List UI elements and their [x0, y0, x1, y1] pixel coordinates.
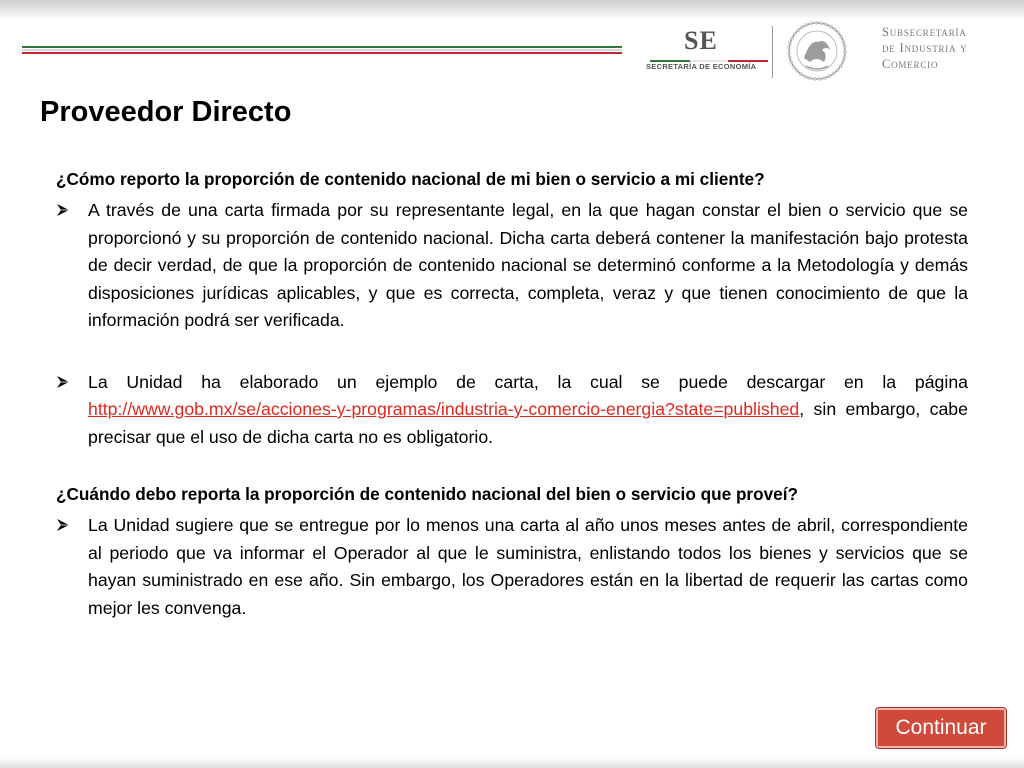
header-divider [772, 26, 773, 78]
main-content [56, 166, 968, 622]
top-shade [0, 0, 1024, 20]
tricolor-lines [22, 46, 622, 56]
bullet-text: La Unidad sugiere que se entregue por lo menos una carta al año unos meses antes de abril, correspondiente al periodo que va informar el Operador al que le suministra, enlistando todos los bienes y servicios que se hayan suministrado en ese año. Sin embargo, los Operadores están en la libertad de requerir las cartas como mejor les convenga. [88, 515, 968, 618]
secretaria-economia-logo [640, 24, 772, 74]
subsecretaria-title [882, 24, 968, 72]
download-link[interactable]: http://www.gob.mx/se/acciones-y-programas/industria-y-comercio-energia?state=published [88, 399, 800, 419]
list-item [56, 369, 968, 452]
subsec-line-3: Comercio [882, 57, 939, 71]
logo-letters: SE [684, 26, 718, 55]
subsec-line-2: de Industria y [882, 41, 968, 55]
logo-caption: SECRETARÍA DE ECONOMÍA [646, 62, 757, 71]
bottom-shade [0, 758, 1024, 768]
list-item [56, 197, 968, 335]
bullet-text-after: , sin embargo, cabe precisar que el uso de dicha carta no es obligatorio. [88, 399, 968, 447]
question-2: ¿Cuándo debo reporta la proporción de contenido nacional del bien o servicio que proveí? [56, 484, 799, 504]
subsec-line-1: Subsecretaría [882, 25, 967, 39]
bullet-text [88, 369, 968, 452]
arrow-bullet-icon [56, 369, 88, 452]
bullet-text-before: La Unidad ha elaborado un ejemplo de carta, la cual se puede descargar en la página [88, 371, 968, 392]
arrow-bullet-icon [56, 512, 88, 622]
continue-button[interactable]: Continuar [876, 708, 1006, 748]
arrow-bullet-icon [56, 197, 88, 335]
page-title: Proveedor Directo [40, 96, 292, 128]
bullet-text: A través de una carta firmada por su representante legal, en la que hagan constar el bien o servicio que se proporcionó y su proporción de contenido nacional. Dicha carta deberá contener la manifestación bajo protesta de decir verdad, de que la proporción de contenido nacional se determinó conforme a la Metodología y demás disposiciones jurídicas aplicables, y que es correcta, completa, veraz y que tienen conocimiento de que la información podrá ser verificada. [88, 200, 968, 330]
question-1: ¿Cómo reporto la proporción de contenido nacional de mi bien o servicio a mi cliente? [56, 169, 765, 189]
list-item [56, 512, 968, 622]
mexican-coat-of-arms-icon [782, 20, 852, 82]
